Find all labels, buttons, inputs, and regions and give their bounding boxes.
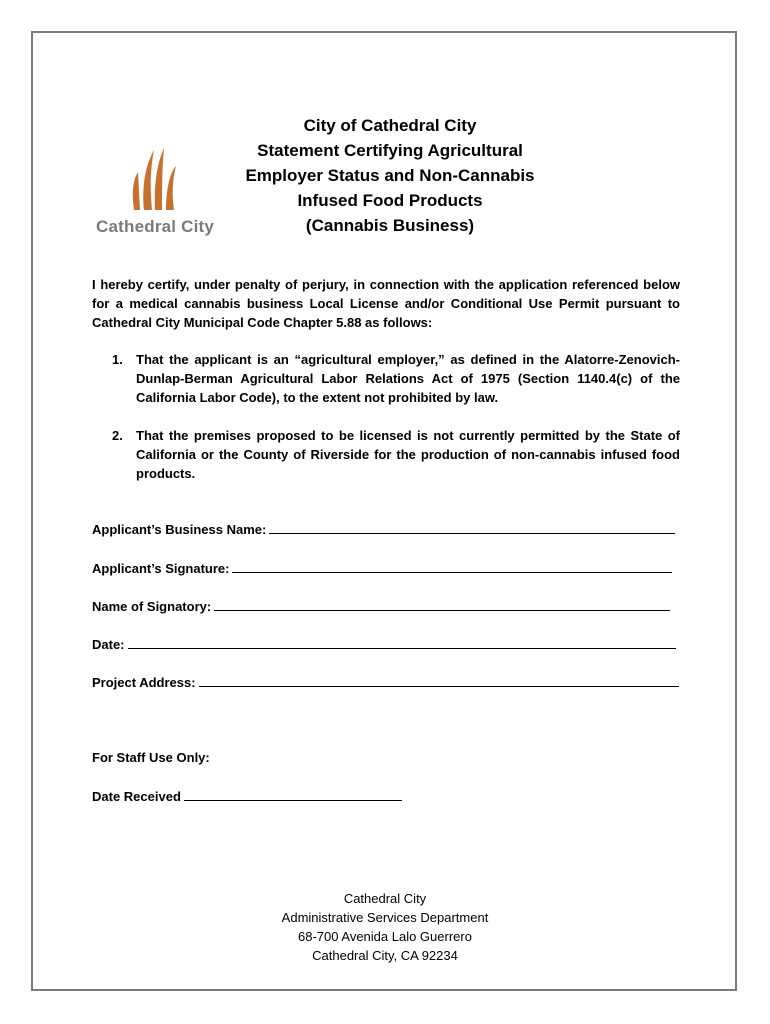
signature-field xyxy=(92,559,680,578)
signatory-line[interactable] xyxy=(214,597,670,611)
certification-intro: I hereby certify, under penalty of perjury, in connection with the application referenced below for a medical cannabis business Local License and/or Conditional Use Permit pursuant to Cathedral City Municipal Code Chapter 5.88 as follows: xyxy=(92,277,680,330)
date-received-field xyxy=(92,787,680,806)
business-name-line[interactable] xyxy=(269,520,675,534)
business-name-field xyxy=(92,520,680,539)
signatory-label: Name of Signatory: xyxy=(92,599,212,614)
date-received-line[interactable] xyxy=(184,787,402,801)
title-line: Statement Certifying Agricultural xyxy=(257,141,523,160)
footer-line: Administrative Services Department xyxy=(281,910,489,925)
list-number: 1. xyxy=(112,352,123,367)
footer-line: 68-700 Avenida Lalo Guerrero xyxy=(298,929,472,944)
logo-text: Cathedral City xyxy=(96,217,215,236)
title-line: (Cannabis Business) xyxy=(305,216,475,235)
certification-list xyxy=(112,350,680,483)
footer-address xyxy=(200,889,570,965)
title-line: Employer Status and Non-Cannabis xyxy=(245,166,535,185)
title-line: Infused Food Products xyxy=(297,191,483,210)
date-field xyxy=(92,635,680,654)
date-label: Date: xyxy=(92,637,125,652)
list-item xyxy=(112,426,680,483)
project-address-field xyxy=(92,673,680,692)
list-text: That the applicant is an “agricultural employer,” as defined in the Alatorre-Zenovich-Dunlap-Berman Agricultural Labor Relations Act of 1975 (Section 1140.4(c) of the California Labor Code), to the extent not prohibited by law. xyxy=(136,352,680,405)
document-title xyxy=(230,113,550,238)
date-received-label: Date Received xyxy=(92,789,181,804)
signature-label: Applicant’s Signature: xyxy=(92,561,230,576)
list-text: That the premises proposed to be licensed is not currently permitted by the State of California or the County of Riverside for the production of non-cannabis infused food products. xyxy=(136,428,680,481)
project-address-label: Project Address: xyxy=(92,675,196,690)
footer-line: Cathedral City, CA 92234 xyxy=(312,948,458,963)
staff-use-heading: For Staff Use Only: xyxy=(92,750,210,765)
list-item xyxy=(112,350,680,407)
project-address-line[interactable] xyxy=(199,673,679,687)
business-name-label: Applicant’s Business Name: xyxy=(92,522,267,537)
footer-line: Cathedral City xyxy=(343,891,427,906)
signature-line[interactable] xyxy=(232,559,672,573)
title-line: City of Cathedral City xyxy=(303,116,477,135)
list-number: 2. xyxy=(112,428,123,443)
date-line[interactable] xyxy=(128,635,676,649)
signatory-field xyxy=(92,597,680,616)
